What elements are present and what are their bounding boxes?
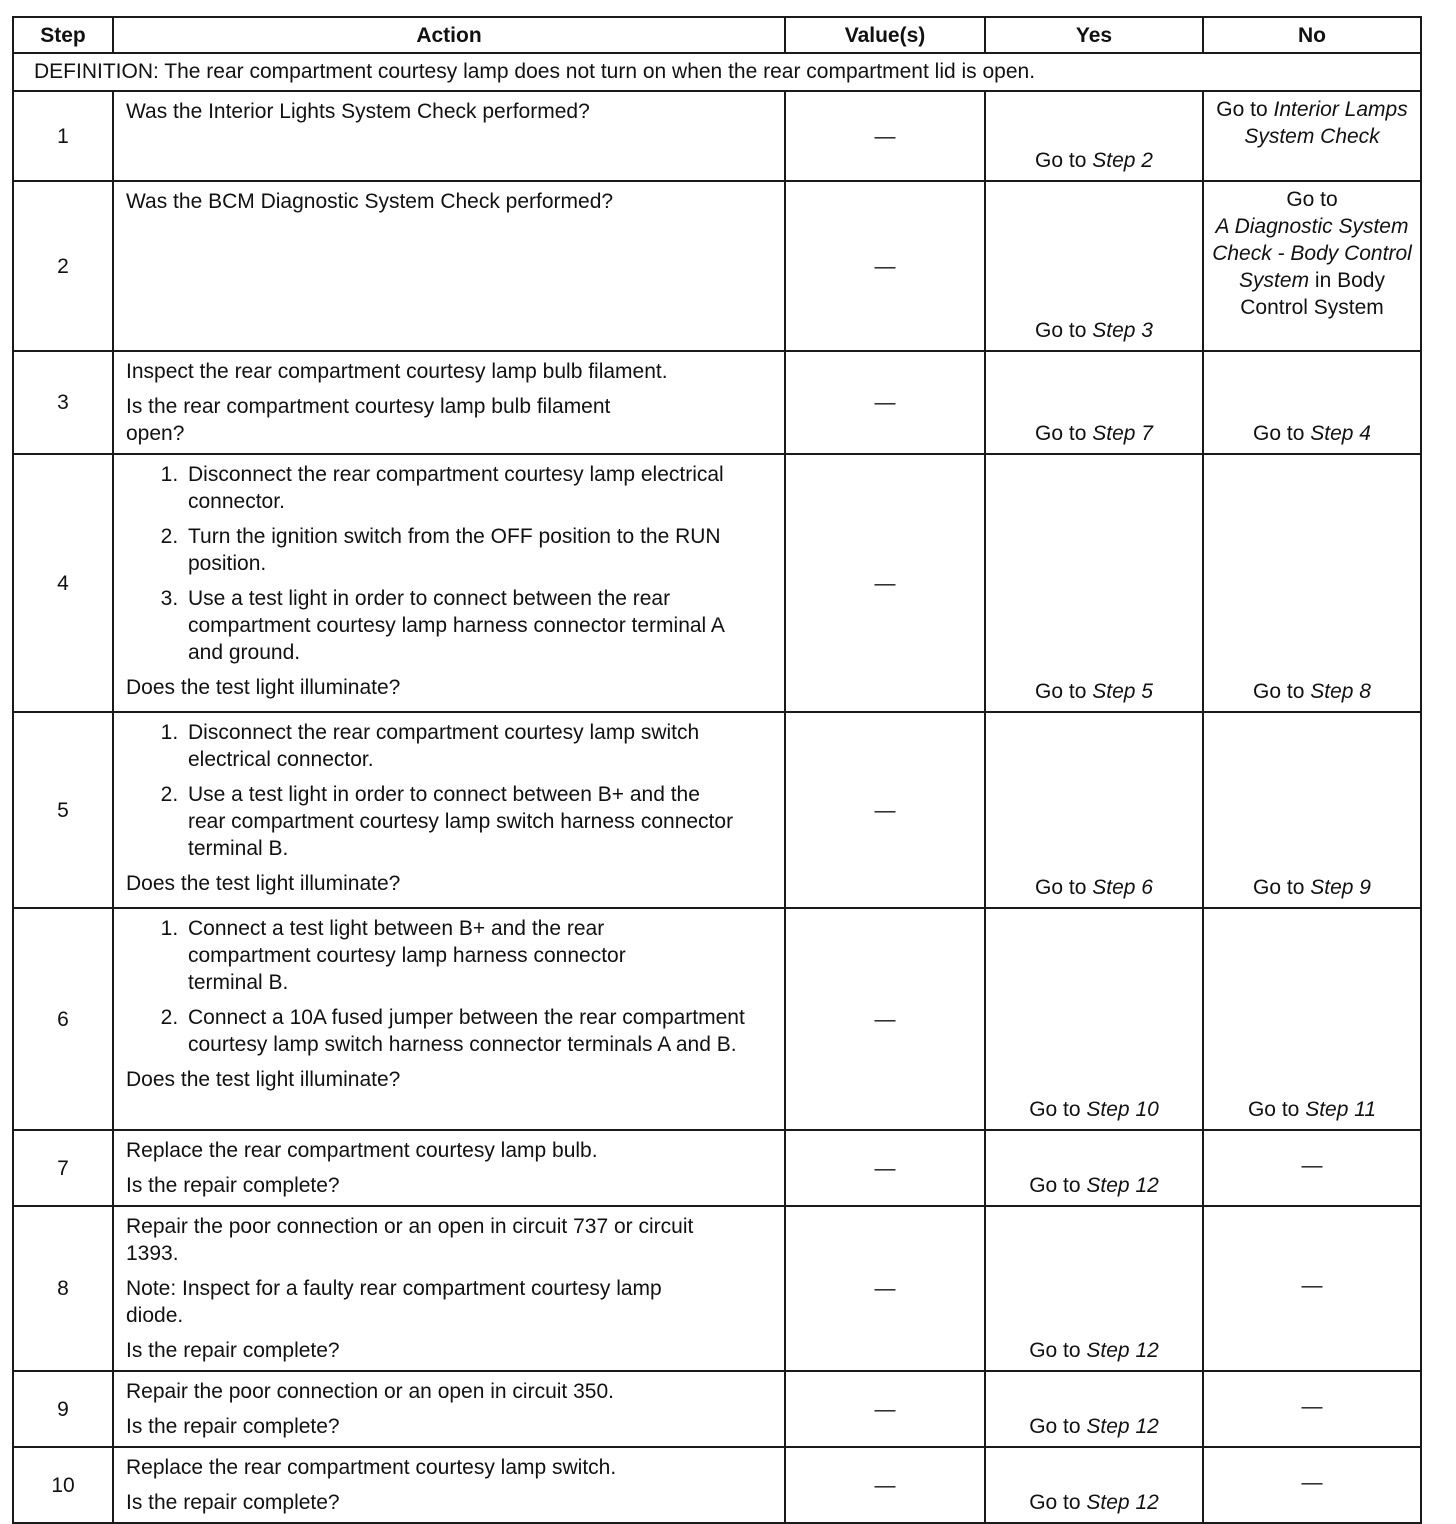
value-text: — <box>874 798 896 822</box>
action-question: Does the test light illuminate? <box>126 872 401 895</box>
list-item: 1. Connect a test light between B+ and the rear compartment courtesy lamp harness connector terminal B. <box>184 915 682 996</box>
step-number: 5 <box>13 712 113 908</box>
yes-link <box>1029 1491 1159 1514</box>
action-cell <box>113 1447 785 1523</box>
definition-text: DEFINITION: The rear compartment courtesy lamp does not turn on when the rear compartment lid is open. <box>13 53 1421 91</box>
step-number: 7 <box>13 1130 113 1206</box>
go-to-text: Go to <box>1029 1415 1081 1438</box>
step-number: 3 <box>13 351 113 454</box>
value-text: — <box>874 391 896 414</box>
yes-cell <box>985 1206 1203 1371</box>
no-cell <box>1203 181 1421 351</box>
table-row <box>13 181 1421 351</box>
header-values: Value(s) <box>785 17 985 53</box>
action-list <box>126 461 742 666</box>
yes-link <box>1035 680 1153 703</box>
step-ref: Step 5 <box>1092 680 1153 703</box>
yes-cell <box>985 1447 1203 1523</box>
list-item: 1. Disconnect the rear compartment courtesy lamp switch electrical connector. <box>184 719 742 773</box>
action-text: Repair the poor connection or an open in circuit 350. <box>126 1380 614 1403</box>
go-to-text: Go to <box>1253 422 1305 445</box>
action-cell <box>113 91 785 181</box>
action-question: Does the test light illuminate? <box>126 1068 401 1091</box>
action-question: Is the rear compartment courtesy lamp bulb filament open? <box>126 395 611 445</box>
yes-link <box>1029 1174 1159 1197</box>
no-cell <box>1203 1206 1421 1371</box>
go-to-text: Go to <box>1029 1174 1081 1197</box>
action-text: Was the BCM Diagnostic System Check performed? <box>126 190 614 213</box>
header-row <box>13 17 1421 53</box>
go-to-text: Go to <box>1035 149 1087 172</box>
go-to-text: Go to <box>1029 1339 1081 1362</box>
step-number: 8 <box>13 1206 113 1371</box>
value-text: — <box>874 1277 896 1300</box>
definition-row <box>13 53 1421 91</box>
no-cell <box>1203 91 1421 181</box>
action-question: Is the repair complete? <box>126 1415 340 1438</box>
yes-link <box>1029 1098 1159 1121</box>
no-link <box>1253 680 1371 703</box>
go-to-text: Go to <box>1035 680 1087 703</box>
yes-cell <box>985 454 1203 712</box>
step-ref: Step 2 <box>1092 149 1153 172</box>
step-ref: Step 9 <box>1310 876 1371 899</box>
action-cell <box>113 712 785 908</box>
value-text: — <box>874 1397 896 1421</box>
action-cell <box>113 1371 785 1447</box>
yes-cell <box>985 712 1203 908</box>
list-item: 2. Use a test light in order to connect between B+ and the rear compartment courtesy lamp switch harness connector terminal B. <box>184 781 742 862</box>
header-step: Step <box>13 17 113 53</box>
value-text: — <box>874 571 896 595</box>
step-number: 6 <box>13 908 113 1130</box>
action-question: Does the test light illuminate? <box>126 676 401 699</box>
value-cell <box>785 1447 985 1523</box>
action-text: Repair the poor connection or an open in circuit 737 or circuit 1393. <box>126 1215 694 1265</box>
step-ref: Step 12 <box>1086 1415 1159 1438</box>
yes-link <box>1029 1415 1159 1438</box>
step-ref: Step 11 <box>1305 1098 1377 1121</box>
value-cell <box>785 351 985 454</box>
table-row <box>13 1206 1421 1371</box>
step-ref: Step 6 <box>1092 876 1153 899</box>
value-cell <box>785 908 985 1130</box>
table-row <box>13 1130 1421 1206</box>
action-question: Is the repair complete? <box>126 1491 340 1514</box>
action-text: Was the Interior Lights System Check performed? <box>126 100 590 123</box>
step-ref: Step 4 <box>1310 422 1371 445</box>
action-cell <box>113 454 785 712</box>
diagnostic-table <box>12 16 1422 1524</box>
action-text: Inspect the rear compartment courtesy lamp bulb filament. <box>126 360 668 383</box>
table-row <box>13 91 1421 181</box>
step-ref: Step 3 <box>1092 319 1153 342</box>
table-row <box>13 351 1421 454</box>
go-to-text: Go to <box>1029 1491 1081 1514</box>
value-text: — <box>874 1473 896 1497</box>
no-cell <box>1203 1371 1421 1447</box>
yes-cell <box>985 181 1203 351</box>
yes-cell <box>985 1371 1203 1447</box>
step-ref: Step 12 <box>1086 1339 1159 1362</box>
action-cell <box>113 181 785 351</box>
no-cell <box>1203 351 1421 454</box>
yes-cell <box>985 351 1203 454</box>
table-row <box>13 712 1421 908</box>
no-link <box>1253 876 1371 899</box>
yes-cell <box>985 91 1203 181</box>
yes-link <box>1035 876 1153 899</box>
table-row <box>13 1447 1421 1523</box>
no-text: — <box>1301 1394 1323 1418</box>
step-ref: Step 12 <box>1086 1491 1159 1514</box>
yes-link <box>1035 422 1153 445</box>
step-ref: Step 10 <box>1086 1098 1159 1121</box>
no-reference: Go to A Diagnostic System Check - Body Control System in Body Control System <box>1212 188 1412 319</box>
list-item: 2. Connect a 10A fused jumper between the rear compartment courtesy lamp switch harness connector terminals A and B. <box>184 1004 772 1058</box>
step-number: 1 <box>13 91 113 181</box>
action-text: Replace the rear compartment courtesy lamp bulb. <box>126 1139 598 1162</box>
go-to-text: Go to <box>1029 1098 1081 1121</box>
header-no: No <box>1203 17 1421 53</box>
diagnostic-table-container <box>12 16 1420 1524</box>
table-row <box>13 454 1421 712</box>
table-row <box>13 908 1421 1130</box>
value-text: — <box>874 1156 896 1180</box>
step-ref: Step 8 <box>1310 680 1371 703</box>
value-cell <box>785 1130 985 1206</box>
action-cell <box>113 1130 785 1206</box>
yes-cell <box>985 1130 1203 1206</box>
no-cell <box>1203 712 1421 908</box>
go-to-text: Go to <box>1035 319 1087 342</box>
no-cell <box>1203 1447 1421 1523</box>
no-cell <box>1203 1130 1421 1206</box>
no-text: — <box>1301 1470 1323 1494</box>
list-item: 1. Disconnect the rear compartment courtesy lamp electrical connector. <box>184 461 742 515</box>
value-cell <box>785 712 985 908</box>
header-action: Action <box>113 17 785 53</box>
list-item: 3. Use a test light in order to connect between the rear compartment courtesy lamp harness connector terminal A and ground. <box>184 585 742 666</box>
go-to-text: Go to <box>1253 680 1305 703</box>
action-cell <box>113 908 785 1130</box>
value-text: — <box>874 254 896 278</box>
header-yes: Yes <box>985 17 1203 53</box>
go-to-text: Go to <box>1247 1098 1300 1121</box>
go-to-text: Go to <box>1035 422 1087 445</box>
value-text: — <box>874 124 896 148</box>
yes-link <box>1029 1339 1159 1362</box>
yes-link <box>1035 149 1153 172</box>
go-to-text: Go to <box>1253 876 1305 899</box>
value-cell <box>785 1206 985 1371</box>
action-question: Is the repair complete? <box>126 1174 340 1197</box>
list-item: 2. Turn the ignition switch from the OFF position to the RUN position. <box>184 523 742 577</box>
value-cell <box>785 181 985 351</box>
no-link <box>1248 1098 1376 1121</box>
action-list <box>126 719 742 862</box>
go-to-text: Go to <box>1035 876 1087 899</box>
action-question: Is the repair complete? <box>126 1339 340 1362</box>
step-number: 9 <box>13 1371 113 1447</box>
no-reference: Go to Interior Lamps System Check <box>1216 98 1408 148</box>
action-list <box>126 915 772 1058</box>
value-cell <box>785 91 985 181</box>
action-text: Replace the rear compartment courtesy lamp switch. <box>126 1456 617 1479</box>
step-number: 10 <box>13 1447 113 1523</box>
action-note: Note: Inspect for a faulty rear compartment courtesy lamp diode. <box>126 1277 662 1327</box>
step-ref: Step 12 <box>1086 1174 1159 1197</box>
no-link <box>1253 422 1371 445</box>
action-cell <box>113 1206 785 1371</box>
no-cell <box>1203 454 1421 712</box>
value-cell <box>785 1371 985 1447</box>
no-text: — <box>1301 1274 1323 1297</box>
no-cell <box>1203 908 1421 1130</box>
action-cell <box>113 351 785 454</box>
step-number: 2 <box>13 181 113 351</box>
value-cell <box>785 454 985 712</box>
value-text: — <box>874 1007 896 1031</box>
step-ref: Step 7 <box>1092 422 1153 445</box>
table-row <box>13 1371 1421 1447</box>
no-text: — <box>1301 1153 1323 1177</box>
yes-cell <box>985 908 1203 1130</box>
yes-link <box>1035 319 1153 342</box>
step-number: 4 <box>13 454 113 712</box>
